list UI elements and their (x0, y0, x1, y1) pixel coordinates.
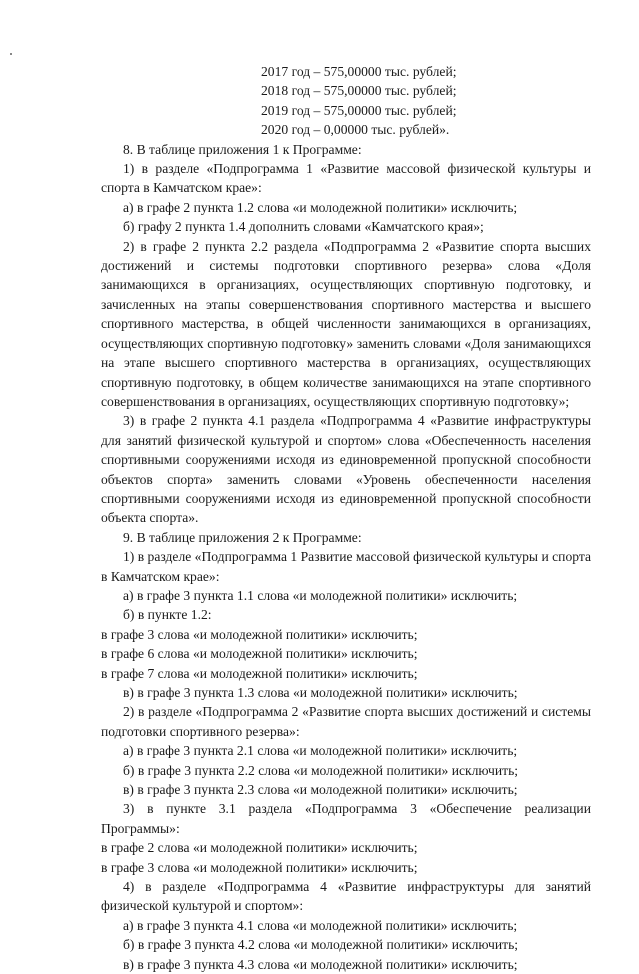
paragraph: 1) в разделе «Подпрограмма 1 «Развитие массовой физической культуры и спорта в Камчатском крае»: (101, 161, 591, 196)
year-line: 2017 год – 575,00000 тыс. рублей; (261, 64, 457, 79)
paragraph: б) в графе 3 пункта 2.2 слова «и молодежной политики» исключить; (123, 762, 519, 778)
year-line: 2018 год – 575,00000 тыс. рублей; (261, 83, 457, 99)
year-line: 2020 год – 0,00000 тыс. рублей». (261, 122, 450, 138)
paragraph: б) в графе 3 пункта 4.2 слова «и молодежной политики» исключить; (123, 937, 519, 953)
paragraph: 2) в разделе «Подпрограмма 2 «Развитие спорта высших достижений и системы подготовки спортивного резерва»: (101, 704, 591, 739)
paragraph: б) в пункте 1.2: (123, 607, 212, 623)
paragraph: 1) в разделе «Подпрограмма 1 Развитие массовой физической культуры и спорта в Камчатском крае»: (101, 549, 591, 584)
paragraph: 8. В таблице приложения 1 к Программе: (123, 141, 362, 157)
paragraph: а) в графе 2 пункта 1.2 слова «и молодежной политики» исключить; (123, 199, 518, 215)
paragraph: в) в графе 3 пункта 4.3 слова «и молодежной политики» исключить; (123, 956, 518, 972)
paragraph: а) в графе 3 пункта 4.1 слова «и молодежной политики» исключить; (123, 917, 518, 933)
paragraph: в графе 6 слова «и молодежной политики» исключить; (101, 646, 418, 662)
paragraph: 3) в пункте 3.1 раздела «Подпрограмма 3 «Обеспечение реализации Программы»: (101, 801, 591, 836)
paragraph: а) в графе 3 пункта 1.1 слова «и молодежной политики» исключить; (123, 587, 518, 603)
scan-speck (10, 53, 12, 55)
paragraph: в) в графе 3 пункта 2.3 слова «и молодежной политики» исключить; (123, 782, 518, 798)
paragraph: 3) в графе 2 пункта 4.1 раздела «Подпрограмма 4 «Развитие инфраструктуры для занятий физической культурой и спортом» слова «Обеспеченность населения спортивными сооружениями исходя из единовременной пропускной способности объектов спорта» заменить словами «Уровень обеспеченности населения спортивными сооружениями исходя из единовременной пропускной способности объекта спорта». (101, 413, 591, 526)
paragraph: 4) в разделе «Подпрограмма 4 «Развитие инфраструктуры для занятий физической культурой и спортом»: (101, 879, 591, 914)
year-line: 2019 год – 575,00000 тыс. рублей; (261, 102, 457, 118)
paragraph: в) в графе 3 пункта 1.3 слова «и молодежной политики» исключить; (123, 685, 518, 700)
paragraph: в графе 2 слова «и молодежной политики» исключить; (101, 840, 418, 856)
paragraph: а) в графе 3 пункта 2.1 слова «и молодежной политики» исключить; (123, 743, 518, 759)
paragraph: в графе 3 слова «и молодежной политики» исключить; (101, 859, 418, 875)
paragraph: в графе 7 слова «и молодежной политики» исключить; (101, 665, 418, 681)
paragraph: в графе 3 слова «и молодежной политики» исключить; (101, 626, 418, 642)
paragraph: 2) в графе 2 пункта 2.2 раздела «Подпрограмма 2 «Развитие спорта высших достижений и системы подготовки спортивного резерва» слова «Доля занимающихся в организациях, осуществляющих спортивную подготовку, и зачисленных на этапы совершенствования спортивного мастерства и высшего спортивного мастерства, в общей численности занимающихся в организациях, осуществляющих спортивную подготовку» заменить словами «Доля занимающихся на этапе высшего спортивного мастерства в организациях, осуществляющих спортивную подготовку, в общем количестве занимающихся на этапе спортивного совершенствования в организациях, осуществляющих спортивную подготовку»; (101, 238, 591, 409)
document-body (101, 62, 591, 974)
paragraph: б) графу 2 пункта 1.4 дополнить словами «Камчатского края»; (123, 219, 484, 235)
paragraph: 9. В таблице приложения 2 к Программе: (123, 529, 362, 545)
